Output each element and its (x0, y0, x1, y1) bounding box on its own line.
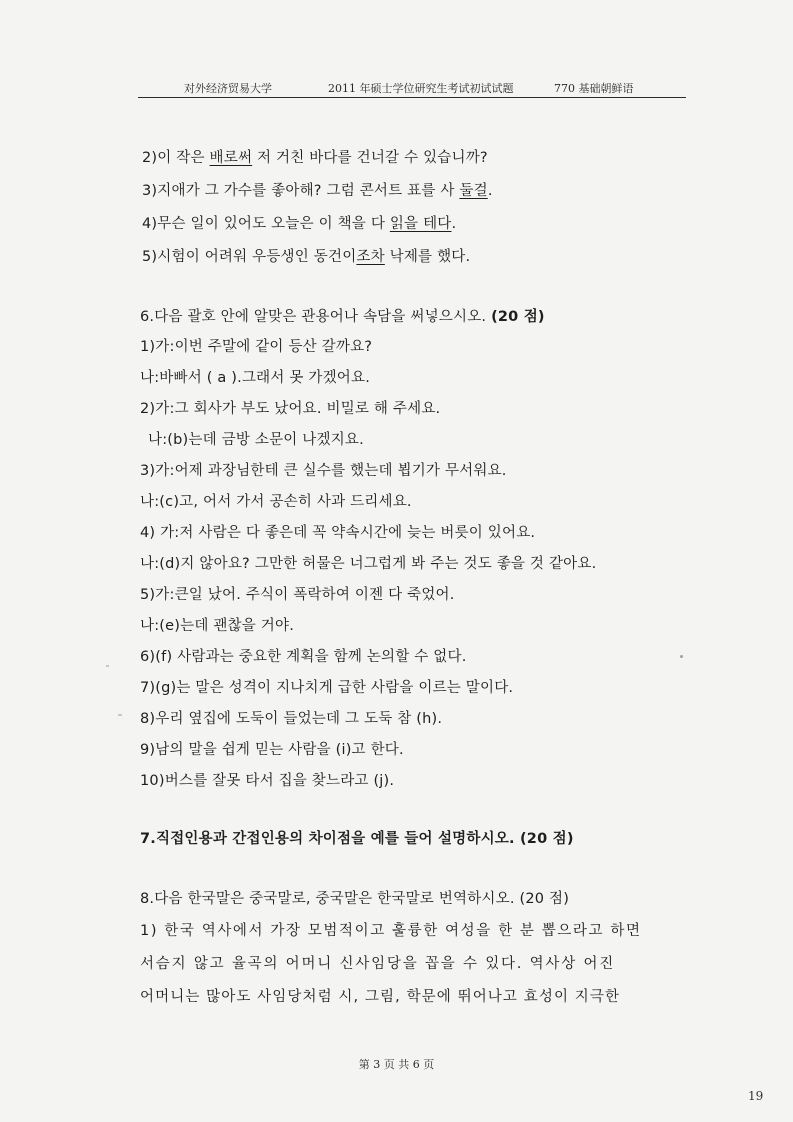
s6-line-13: 8)우리 옆집에 도둑이 들었는데 그 도둑 참 (h). (140, 711, 443, 727)
s5-line-5-underlined: 조차 (356, 249, 385, 265)
scan-speck (106, 665, 109, 667)
s6-line-4: 나:(b)는데 금방 소문이 나겠지요. (148, 432, 364, 448)
s5-line-4 (142, 214, 456, 234)
s6-line-10: 나:(e)는데 괜찮을 거야. (140, 618, 295, 634)
s5-line-4-a: 4)무슨 일이 있어도 오늘은 이 책을 다 (142, 216, 390, 232)
s6-line-14: 9)남의 말을 쉽게 믿는 사람을 (i)고 한다. (140, 742, 404, 758)
s6-line-6: 나:(c)고, 어서 가서 공손히 사과 드리세요. (140, 494, 412, 510)
s6-line-1: 1)가:이번 주말에 같이 등산 갈까요? (140, 339, 373, 355)
s6-line-15: 10)버스를 잘못 타서 집을 찾느라고 (j). (140, 773, 395, 789)
s5-line-2 (142, 148, 488, 168)
s5-line-4-underlined: 읽을 테다 (389, 216, 452, 232)
header-title: 2011 年硕士学位研究生考试初试试题 (328, 82, 514, 95)
scan-page-number: 19 (748, 1089, 764, 1103)
s5-line-4-b: . (451, 216, 457, 232)
s5-line-5 (142, 247, 470, 267)
s6-points: (20 점) (491, 309, 545, 325)
s8-line-1: 1) 한국 역사에서 가장 모범적이고 훌륭한 여성을 한 분 뽑으라고 하면 (140, 923, 642, 939)
s5-line-2-underlined: 배로써 (209, 150, 253, 166)
s5-line-2-b: 저 거친 바다를 건너갈 수 있습니까? (252, 150, 488, 166)
s6-line-9: 5)가:큰일 났어. 주식이 폭락하여 이젠 다 죽었어. (140, 587, 455, 603)
s5-line-3-b: . (487, 183, 493, 199)
s8-points: (20 점) (519, 891, 570, 907)
s5-line-5-a: 5)시험이 어려워 우등생인 동건이 (142, 249, 357, 265)
s8-heading-text: 8.다음 한국말은 중국말로, 중국말은 한국말로 번역하시오. (140, 891, 515, 907)
s5-line-3-underlined: 둘걸 (459, 183, 488, 199)
s6-line-7: 4) 가:저 사람은 다 좋은데 꼭 약속시간에 늦는 버릇이 있어요. (140, 525, 536, 541)
header-school: 对外经济贸易大学 (184, 82, 272, 95)
s6-line-11: 6)(f) 사람과는 중요한 계획을 함께 논의할 수 없다. (140, 649, 467, 665)
page-footer: 第 3 页 共 6 页 (358, 1058, 435, 1071)
s6-heading (140, 307, 545, 327)
s8-line-2: 서슴지 않고 율곡의 어머니 신사임당을 꼽을 수 있다. 역사상 어진 (140, 956, 616, 972)
s6-line-5: 3)가:어제 과장님한테 큰 실수를 했는데 뵙기가 무서워요. (140, 463, 507, 479)
s7-heading (140, 829, 574, 849)
scan-speck (680, 655, 683, 658)
header-course-code: 770 基础朝鲜语 (554, 82, 634, 95)
s6-line-2: 나:바빠서 ( a ).그래서 못 가겠어요. (140, 370, 371, 386)
page-header (138, 78, 686, 96)
s6-heading-text: 6.다음 괄호 안에 알맞은 관용어나 속담을 써넣으시오. (140, 309, 487, 325)
s6-line-3: 2)가:그 회사가 부도 났어요. 비밀로 해 주세요. (140, 401, 441, 417)
s8-line-3: 어머니는 많아도 사임당처럼 시, 그림, 학문에 뛰어나고 효성이 지극한 (140, 989, 621, 1005)
header-rule (138, 97, 686, 98)
s5-line-5-b: 낙제를 했다. (384, 249, 471, 265)
s7-heading-text: 7.직접인용과 간접인용의 차이점을 예를 들어 설명하시오. (140, 831, 515, 847)
s6-line-12: 7)(g)는 말은 성격이 지나치게 급한 사람을 이르는 말이다. (140, 680, 514, 696)
scan-speck (118, 714, 122, 716)
s5-line-2-a: 2)이 작은 (142, 150, 210, 166)
s7-points: (20 점) (519, 831, 574, 847)
s5-line-3-a: 3)지애가 그 가수를 좋아해? 그럼 콘서트 표를 사 (142, 183, 460, 199)
s8-heading (140, 889, 569, 909)
s6-line-8: 나:(d)지 않아요? 그만한 허물은 너그럽게 봐 주는 것도 좋을 것 같아요. (140, 556, 597, 572)
s5-line-3 (142, 181, 493, 201)
